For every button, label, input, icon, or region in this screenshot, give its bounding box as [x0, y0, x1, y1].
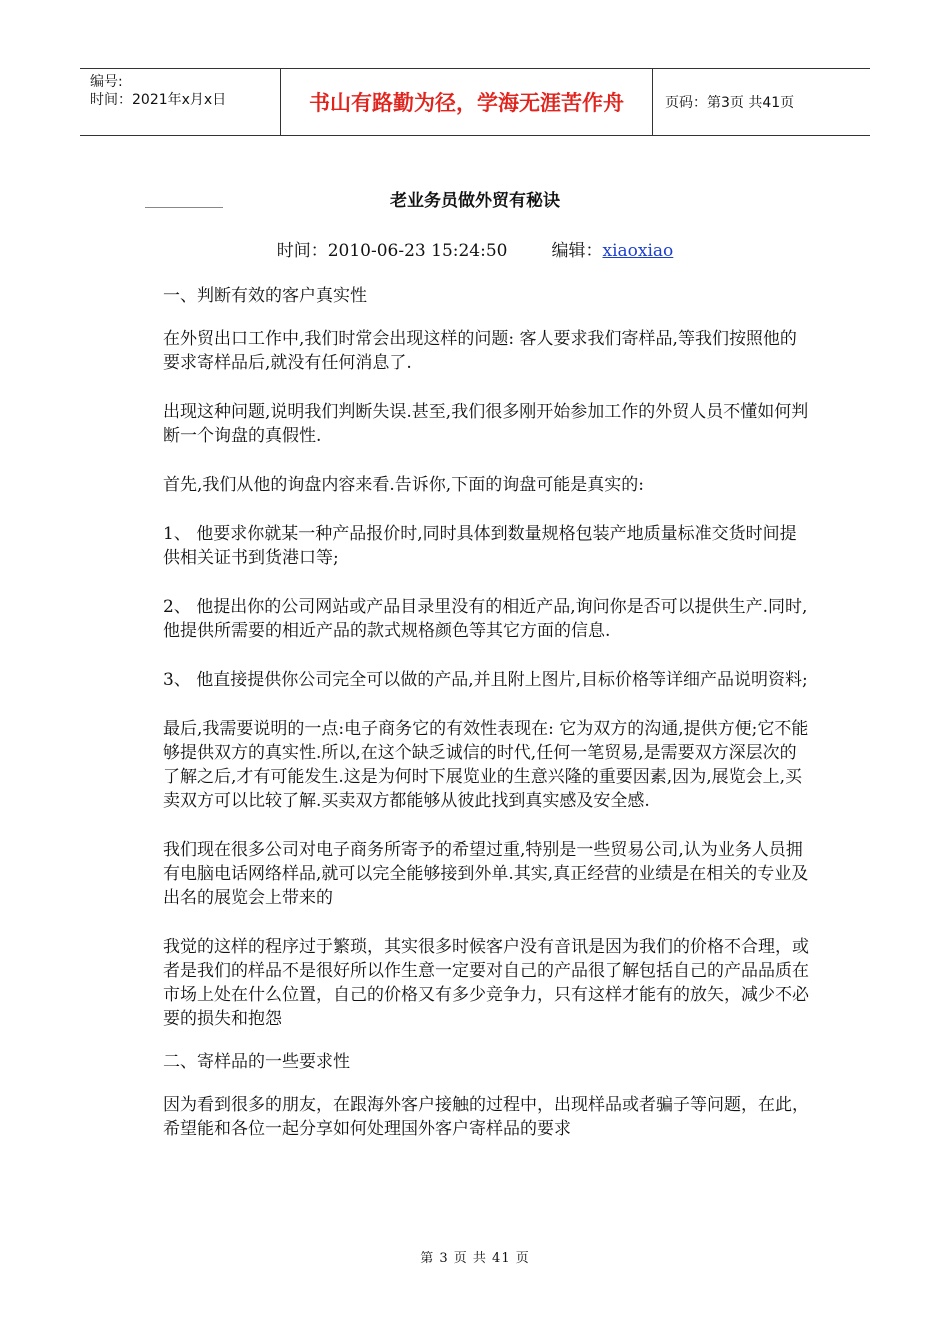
list-item: 1、 他要求你就某一种产品报价时,同时具体到数量规格包装产地质量标准交货时间提供相关证书到货港口等;	[163, 524, 797, 568]
editor-label: 编辑：	[551, 241, 603, 261]
article-time: 时间：2010-06-23 15:24:50	[276, 241, 508, 261]
paragraph: 出现这种问题,说明我们判断失误.甚至,我们很多刚开始参加工作的外贸人员不懂如何判断一个询盘的真假性.	[163, 402, 809, 446]
article-body	[163, 284, 813, 1166]
section-heading: 二、寄样品的一些要求性	[163, 1052, 350, 1072]
paragraph: 我们现在很多公司对电子商务所寄予的希望过重,特别是一些贸易公司,认为业务人员拥有电脑电话网络样品,就可以完全能够接到外单.其实,真正经营的业绩是在相关的专业及出名的展览会上带来的	[163, 840, 809, 908]
header-slogan: 书山有路勤为径，学海无涯苦作舟	[281, 69, 653, 135]
paragraph: 首先,我们从他的询盘内容来看.告诉你,下面的询盘可能是真实的:	[163, 475, 644, 495]
header-time-label: 时间：2021年x月x日	[90, 92, 227, 108]
header-left-cell	[80, 69, 281, 135]
editor-link[interactable]: xiaoxiao	[602, 241, 674, 261]
paragraph: 在外贸出口工作中,我们时常会出现这样的问题: 客人要求我们寄样品,等我们按照他的要求寄样品后,就没有任何消息了.	[163, 329, 797, 373]
page-footer: 第 3 页 共 41 页	[420, 1251, 530, 1266]
list-item: 3、 他直接提供你公司完全可以做的产品,并且附上图片,目标价格等详细产品说明资料;	[163, 670, 808, 690]
paragraph: 最后,我需要说明的一点:电子商务它的有效性表现在: 它为双方的沟通,提供方便;它不能够提供双方的真实性.所以,在这个缺乏诚信的时代,任何一笔贸易,是需要双方深层次的了解之后,才有可能发生.这是为何时下展览业的生意兴隆的重要因素,因为,展览会上,买卖双方可以比较了解.买卖双方都能够从彼此找到真实感及安全感.	[163, 719, 809, 811]
article-title: 老业务员做外贸有秘诀	[390, 191, 560, 211]
header-table	[80, 68, 870, 136]
header-number-label: 编号:	[90, 74, 123, 90]
paragraph: 我觉的这样的程序过于繁琐，其实很多时候客户没有音讯是因为我们的价格不合理，或者是我们的样品不是很好所以作生意一定要对自己的产品很了解包括自己的产品品质在市场上处在什么位置，自己的价格又有多少竞争力，只有这样才能有的放矢，减少不必要的损失和抱怨	[163, 937, 809, 1029]
section-heading: 一、判断有效的客户真实性	[163, 286, 367, 306]
list-item: 2、 他提出你的公司网站或产品目录里没有的相近产品,询问你是否可以提供生产.同时,他提供所需要的相近产品的款式规格颜色等其它方面的信息.	[163, 597, 808, 641]
article-meta	[0, 236, 950, 261]
header-page-info: 页码：第3页 共41页	[665, 95, 795, 111]
paragraph: 因为看到很多的朋友，在跟海外客户接触的过程中，出现样品或者骗子等问题，在此，希望能和各位一起分享如何处理国外客户寄样品的要求	[163, 1095, 809, 1139]
